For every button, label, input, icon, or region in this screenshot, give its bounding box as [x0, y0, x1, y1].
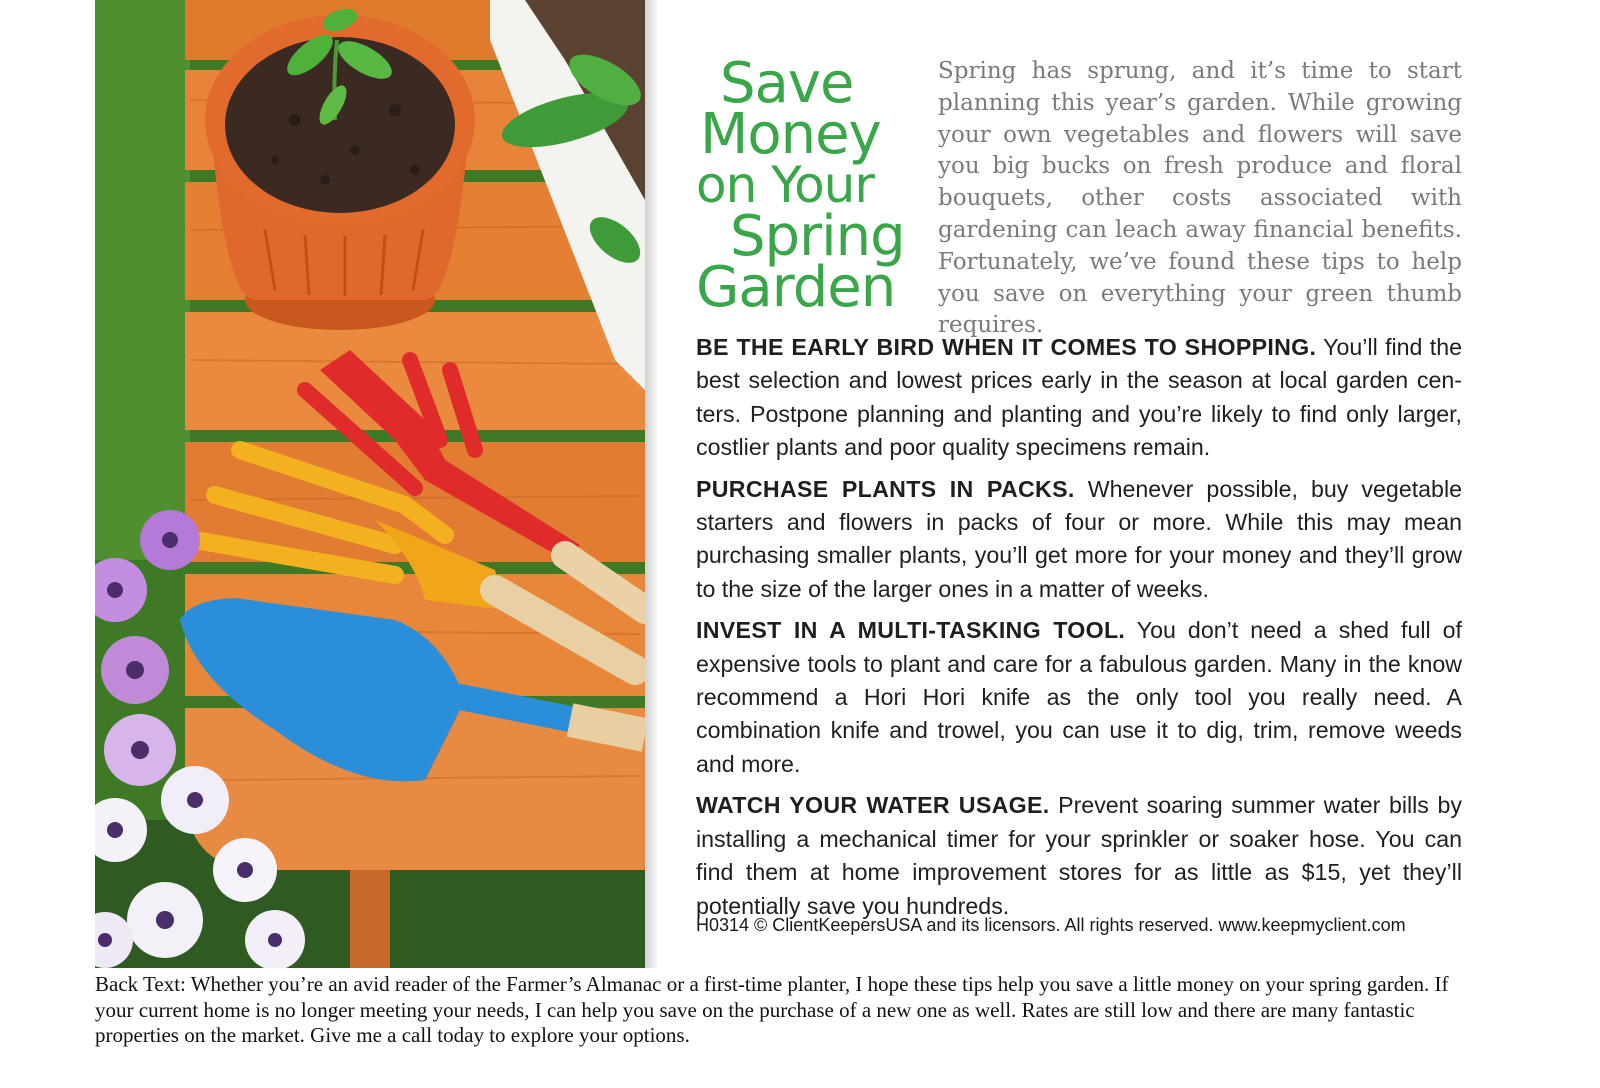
tip-body: Whenever possible, buy vegetable starters and flowers in packs of four or more. While this may mean purchasing smaller plants, you’ll get more for your money and they’ll grow to the size of the larger ones in a matter of weeks. — [696, 475, 1462, 602]
garden-tools-photo — [95, 0, 645, 968]
title-line: Spring — [730, 204, 905, 269]
copyright-notice: H0314 © ClientKeepersUSA and its licensors. All rights reserved. www.keepmyclient.com — [696, 915, 1406, 935]
tip-heading: WATCH YOUR WATER USAGE. — [696, 792, 1050, 819]
garden-photo-illustration — [95, 0, 645, 968]
tip-heading: BE THE EARLY BIRD WHEN IT COMES TO SHOPPING. — [696, 334, 1317, 360]
tip-body: Prevent soaring summer water bills by installing a mechanical timer for your sprinkler or soaker hose. You can find them at home improvement stores for as little as $15, yet they’ll potentially save you hundreds. — [696, 792, 1462, 919]
title-line: Garden — [696, 255, 896, 320]
back-text: Back Text: Whether you’re an avid reader of the Farmer’s Almanac or a first-time planter, I hope these tips help you save a little money on your spring garden. If your current home is no longer meeting your needs, I can help you save on the purchase of a new one as well. Rates are still low and there are many fantastic properties on the market. Give me a call today to explore your options. — [95, 972, 1449, 1048]
tips-list — [696, 331, 1462, 931]
tip-heading: INVEST IN A MULTI-TASKING TOOL. — [696, 617, 1126, 644]
tip-item — [696, 473, 1462, 607]
photo-edge-shadow — [645, 0, 659, 968]
title-line: on Your — [696, 156, 874, 214]
tip-heading: PURCHASE PLANTS IN PACKS. — [696, 475, 1075, 502]
article-title — [696, 51, 932, 320]
tip-item — [696, 331, 1462, 465]
title-line: Save — [720, 51, 854, 116]
title-line: Money — [700, 102, 881, 167]
intro-paragraph: Spring has sprung, and it’s time to start planning this year’s garden. While growing your own vegetables and flowers will save you big bucks on fresh produce and floral bouquets, other costs associated with gardening can leach away financial benefits. Fortunately, we’ve found these tips to help you save on everything your green thumb requires. — [938, 58, 1462, 339]
tip-item — [696, 789, 1462, 923]
tip-body: You don’t need a shed full of expensive tools to plant and care for a fabulous garden. Many in the know recommend a Hori Hori knife as the only tool you really need. A combination knife and trowel, you can use it to dig, trim, remove weeds and more. — [696, 617, 1462, 777]
tip-item — [696, 614, 1462, 781]
tip-body: You’ll find the best selection and lowest prices early in the season at local garden centers. Postpone planning and planting and you’re likely to find only larger, costlier plants and poor quality specimens remain. — [696, 334, 1463, 461]
